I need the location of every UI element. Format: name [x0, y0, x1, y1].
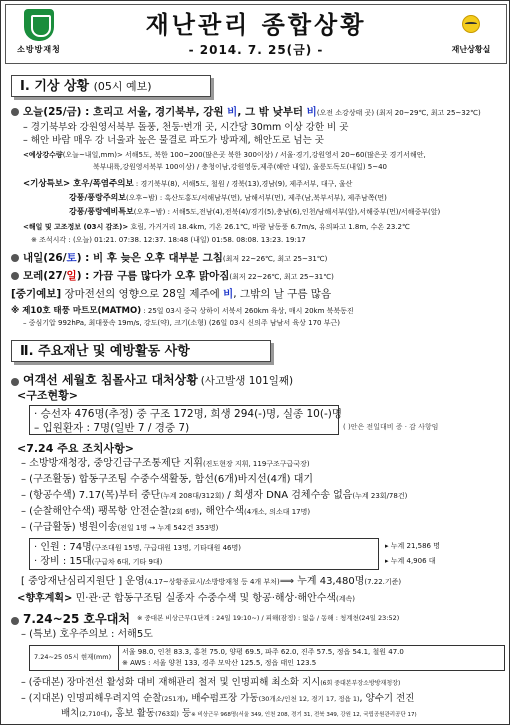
wind-label: 강풍/풍랑주의보 — [69, 193, 127, 202]
expected-rain — [23, 151, 426, 159]
midterm-rain: 비 — [223, 288, 234, 300]
heavy-action-2-text-b: , 배수펌프장 가동 — [185, 693, 259, 704]
action-6-text: [ 중앙재난심리지원단 ] — [21, 576, 123, 587]
action-3-note: (누계 208대/312회) — [160, 492, 225, 500]
rescue-line-1: · 승선자 476명(추정) 중 구조 172명, 희생 294(-)명, 실종 10(-)명 — [34, 408, 342, 420]
equip-cumulative: ▸ 누계 4,906 대 — [385, 557, 436, 565]
expected-rain-unit: (오늘~내일,mm) — [62, 151, 117, 159]
action-3-text: – (항공수색) 7.17(목)부터 중단 — [21, 490, 161, 501]
ferry-heading — [11, 373, 293, 388]
action-4-text: – (순찰해안수색) 팽목항 안전순찰 — [21, 506, 169, 517]
tomorrow-text: ) : 비 후 늦은 오후 대부분 그침 — [76, 252, 223, 264]
expected-rain-row-1: > 서해5도, 북한 100~200(많은곳 북한 300이상) / 서울·경기,강원영서 20~60(많은곳 경기서해안, — [116, 151, 426, 159]
plan-label: <향후계획> — [17, 593, 73, 604]
nema-logo-caption: 소방방재청 — [17, 45, 61, 54]
section-note: (05시 예보) — [93, 80, 152, 93]
plan-note: (계속) — [336, 595, 356, 603]
today-rain-2: 비 — [306, 106, 317, 118]
rainfall-unit: (mm) — [93, 653, 112, 661]
actions-label: <7.24 주요 조치사항> — [17, 442, 134, 455]
tomorrow-forecast — [11, 252, 327, 265]
heavy-action-3-note-c: ※ 비상근무 968명(서울 349, 인천 208, 경기 31, 전북 349, 강원 12, 국립공원관리공단 17) — [191, 712, 417, 718]
action-4 — [21, 506, 310, 518]
today-rain-1: 비 — [227, 106, 238, 118]
bullet-icon — [11, 617, 19, 625]
resources-box — [29, 538, 379, 570]
people-note: (구조대원 15명, 구급대원 13명, 기타대원 46명) — [91, 544, 241, 552]
section-number: Ⅰ. — [20, 79, 30, 94]
resources-equip — [34, 556, 162, 568]
today-line-2: – 해안 바람 매우 강 너울과 높은 물결로 파도가 방파제, 해안도로 넘는 곳 — [23, 135, 324, 146]
sea-info — [23, 223, 410, 231]
heavy-action-2-note: (251개) — [161, 695, 186, 703]
wind-prewarnings — [69, 207, 440, 217]
typhoon-row-1: : 25일 03시 중국 상하이 서북서 260km 육상, 매시 20km 북북동진 — [141, 307, 354, 315]
midterm-forecast — [11, 288, 331, 301]
ferry-title: 여객선 세월호 침몰사고 대처상황 — [23, 373, 198, 387]
section-disaster-heading — [11, 340, 271, 362]
rainfall-table-label — [34, 654, 111, 662]
tomorrow-day: 토 — [66, 252, 77, 264]
today-label: 오늘(25/금) — [23, 106, 82, 118]
weather-warnings — [23, 179, 352, 189]
heavy-rain-warning: – (특보) 호우주의보 : 서해5도 — [21, 629, 153, 640]
heavy-action-1-note: (6회 중대본부장소방방재청장) — [320, 680, 401, 687]
heavy-action-3-text-b: , 홍보 활동 — [109, 708, 156, 719]
heavy-action-3-text-c: 등 — [178, 708, 192, 719]
resources-people — [34, 542, 241, 554]
typhoon-info — [11, 306, 354, 316]
warnings-label: <기상특보> 호우/폭염주의보 — [23, 179, 134, 189]
dayafter-text: ) : 가끔 구름 많다가 오후 맑아짐 — [76, 270, 230, 282]
action-1 — [21, 458, 310, 470]
action-6-date: (7.22.기준) — [364, 578, 402, 586]
expected-rain-label: <예상강수량 — [23, 151, 63, 159]
rainfall-row-2: ※ AWS : 서울 양천 133, 경주 모악산 125.5, 정읍 태인 123.5 — [122, 659, 317, 667]
people-cumulative: ▸ 누계 21,586 명 — [385, 542, 440, 550]
sea-label: <해일 및 고조정보 (03시 감조)> — [23, 223, 129, 231]
heavy-action-2-note-b: (30개소/인천 12, 경기 17, 정읍 1) — [258, 695, 360, 703]
action-1-note: (진도현장 지휘, 119구조구급국장) — [202, 460, 310, 468]
action-4-note-b: (4개소, 의소대 17명) — [244, 508, 311, 516]
header-frame — [5, 4, 507, 64]
today-temp: (오전 소강상태 곳) (최저 20~29℃, 최고 25~32℃) — [316, 109, 481, 117]
dayafter-temp: (최저 22~26℃, 최고 25~31℃) — [229, 273, 334, 281]
midterm-text-1: 장마전선의 영향으로 28일 제주에 — [61, 288, 224, 300]
wind-row: (오후~밤) : 흑산도홍도/서해남부(먼), 남해서부(먼), 제주(남,북부서부), 제주남쪽(먼) — [126, 194, 387, 202]
dayafter-forecast — [11, 270, 334, 283]
today-text: : 흐리고 서울, 경기북부, 강원 — [81, 106, 228, 118]
situation-room-caption: 재난상황실 — [451, 45, 491, 54]
heavy-action-2 — [21, 693, 414, 704]
midterm-label: [중기예보] — [11, 288, 62, 300]
heavy-action-1-text: – (중대본) 장마전선 활성화 대비 재해관리 철저 및 인명피해 최소화 지시 — [21, 677, 321, 688]
plan-text: 민·관·군 합동구조팀 실종자 수중수색 및 항공·해상·해안수색 — [72, 593, 337, 604]
report-date: - 2014. 7. 25(금) - — [188, 43, 324, 57]
action-3 — [21, 490, 407, 502]
today-forecast — [11, 106, 481, 119]
action-1-text: – 소방방재청장, 중앙긴급구조통제단 지휘 — [21, 458, 203, 469]
tomorrow-label: 내일(26/ — [23, 252, 67, 264]
dayafter-label: 모레(27/ — [23, 270, 67, 282]
heavy-rain-note: ※ 중대본 비상근무(1단계 : 24일 19:10~) / 피해(잠정) : 없음 / 동해 : 청계천(24일 23:52) — [137, 614, 400, 622]
heavy-action-3-note: (2,710대) — [79, 710, 110, 718]
rainfall-period: 7.24~25 05시 현재 — [34, 653, 94, 661]
rainfall-table — [29, 645, 505, 671]
wind2-row: (오후~밤) : 서해5도,전남(4),전북(4)/경기(5),충남(6),인천/남해서부(앞),서해중부(먼)/서해중부(앞) — [133, 208, 441, 216]
people-text: · 인원 : 74명 — [34, 542, 92, 553]
action-4-note: (2회 6명) — [168, 508, 200, 516]
equip-text: · 장비 : 15대 — [34, 556, 92, 567]
ferry-note: (사고발생 101일째) — [200, 375, 294, 387]
rescue-label: <구조현황> — [17, 389, 78, 402]
rescue-line-2: – 입원환자 : 7명(일반 7 / 경중 7) — [34, 422, 190, 434]
action-3-text-b: / 희생자 DNA 검체수송 없음 — [224, 490, 353, 501]
expected-rain-row-2: 북부내륙,강원영서북부 100이상) / 충청이남,강원영동,제주(해안 내일), 울릉도독도(내일) 5~40 — [93, 163, 387, 171]
today-line-1: – 경기북부와 강원영서북부 돌풍, 천둥·번개 곳, 시간당 30mm 이상 강한 비 곳 — [23, 122, 349, 133]
action-5-text: – (구급활동) 병원이송 — [21, 522, 118, 533]
action-4-text-b: , 해안수색 — [199, 506, 245, 517]
future-plan — [17, 593, 355, 605]
dayafter-day: 일 — [66, 270, 77, 282]
action-6 — [21, 576, 401, 588]
bullet-icon — [11, 254, 19, 262]
action-3-note-b: (누계 23회/78건) — [352, 492, 408, 500]
situation-room-logo — [442, 9, 500, 61]
page-title: 재난관리 종합상황 — [145, 11, 367, 39]
action-2: – (구조활동) 합동구조팀 수중수색활동, 함선(6개)바지선(4개) 대기 — [21, 474, 314, 485]
rescue-status-box — [29, 405, 342, 435]
wind2-label: 강풍/풍랑예비특보 — [69, 207, 134, 216]
section-weather-heading — [11, 75, 211, 97]
action-5-note: (전일 1명 → 누계 542건 353명) — [117, 524, 219, 532]
bullet-icon — [11, 378, 19, 386]
heavy-action-3-text: 배치 — [61, 708, 80, 719]
action-6-total: ⟹ 누계 43,480명 — [279, 576, 365, 587]
typhoon-label: ※ 제10호 태풍 마트모(MATMO) — [11, 306, 142, 316]
today-mid: , 그 밖 낮부터 — [237, 106, 307, 118]
tide-times: ※ 조석시각 : (오늘) 01:21. 07:38. 12:37. 18:48 (내일) 01:58. 08:08. 13:23. 19:17 — [31, 236, 306, 244]
wind-warnings — [69, 193, 387, 203]
bullet-icon — [11, 272, 19, 280]
mascot-icon — [456, 9, 486, 41]
action-6-note: (4.17~상황종료시/소방방재청 등 4개 부처) — [144, 578, 280, 586]
heavy-action-3-note-b: (763회) — [155, 710, 179, 718]
section-number: Ⅱ. — [20, 344, 34, 359]
heavy-action-1 — [21, 677, 400, 688]
heavy-action-2-text: – (지대본) 인명피해우려지역 순찰 — [21, 693, 162, 704]
rescue-note: ( )안은 전일대비 증 · 감 사항임 — [343, 423, 439, 431]
warnings-row: : 경기북부(8), 서해5도, 철원 / 경북(13),경남(9), 제주서부, 대구, 울산 — [133, 180, 353, 188]
bullet-icon — [11, 108, 19, 116]
action-5 — [21, 522, 218, 534]
midterm-text-2: , 그밖의 날 구름 많음 — [233, 288, 332, 300]
action-6-text-b: 운영 — [122, 576, 145, 587]
heavy-action-3 — [61, 708, 417, 719]
heavy-rain-heading — [11, 612, 130, 627]
rainfall-row-1: 서울 98.0, 인천 83.3, 홍천 75.0, 양평 69.5, 파주 62.0, 진주 57.5, 정읍 54.1, 철원 47.0 — [122, 648, 404, 656]
section-title: 기상 상황 — [34, 79, 90, 94]
tomorrow-temp: (최저 22~26℃, 최고 25~31℃) — [222, 255, 328, 263]
typhoon-row-2: – 중심기압 992hPa, 최대풍속 19m/s, 강도(약), 크기(소형) (26일 03시 신의주 남남서 육상 170 부근) — [23, 319, 340, 327]
heavy-rain-title: 7.24~25 호우대처 — [23, 612, 130, 626]
sea-row: 호림, 가거거리 18.4km, 기온 26.1℃, 바람 남동풍 6.7m/s, 유의파고 1.8m, 수온 23.2℃ — [128, 223, 410, 231]
section-title: 주요재난 및 예방활동 사항 — [38, 344, 190, 359]
heavy-action-2-text-c: , 양수기 전진 — [359, 693, 415, 704]
equip-note: (구급차 6대, 기타 9대) — [91, 558, 163, 566]
